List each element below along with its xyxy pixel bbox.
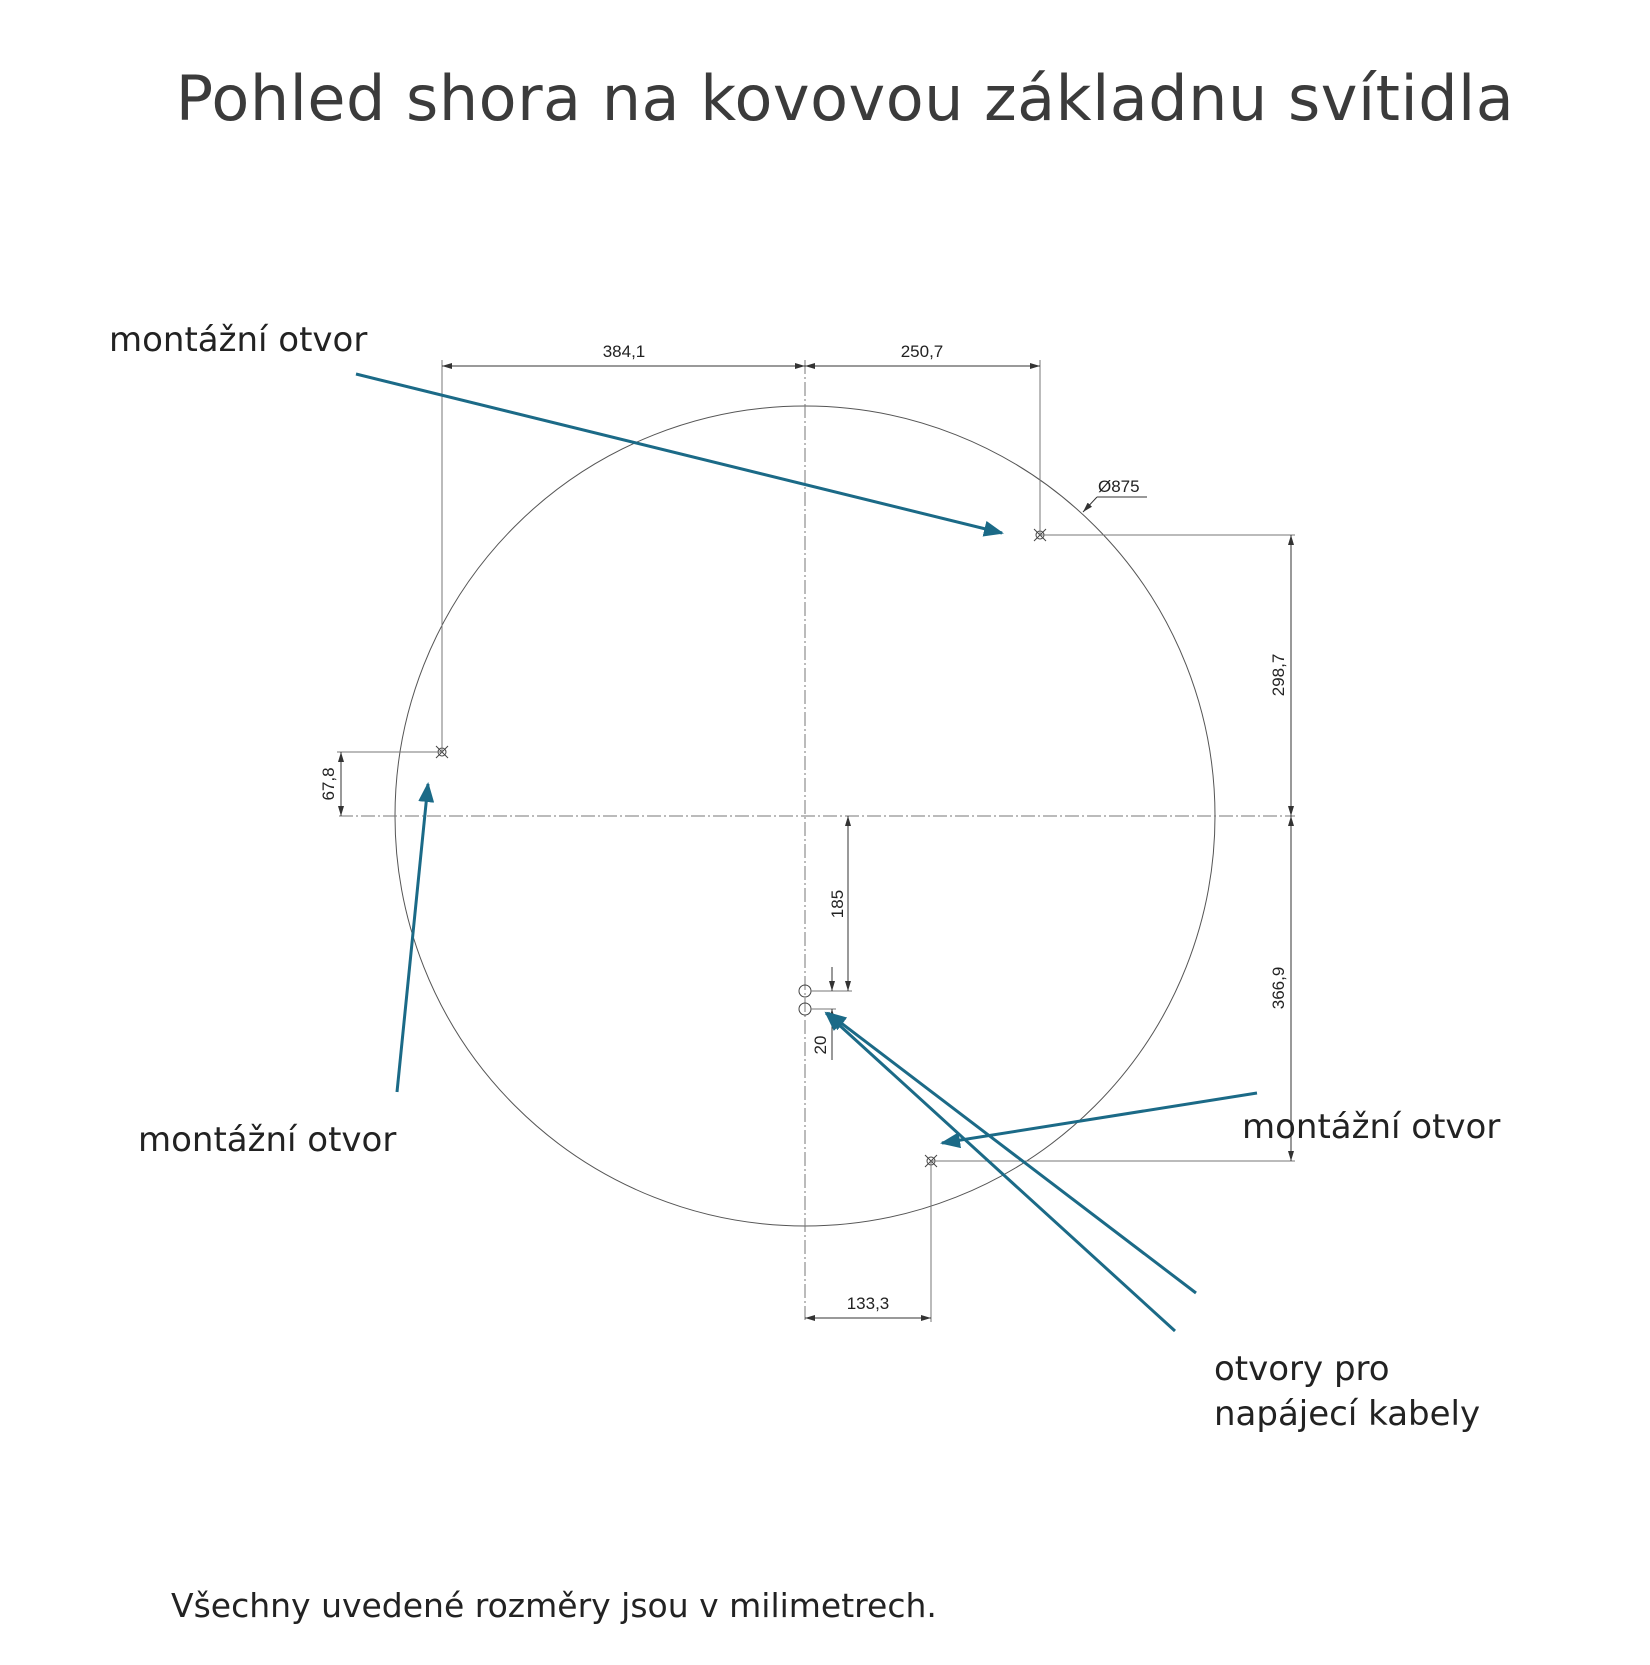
callout-label-left: montážní otvor <box>138 1120 397 1160</box>
dimension-left-height <box>319 752 442 816</box>
dimension-label: 185 <box>828 889 847 919</box>
callout-arrow-left <box>397 784 428 1092</box>
dimension-label: 384,1 <box>602 342 646 361</box>
dimension-center-height <box>811 816 852 991</box>
units-note: Všechny uvedené rozměry jsou v milimetrech. <box>171 1586 937 1625</box>
dimension-right-lower-height <box>931 816 1295 1161</box>
dimension-top-right-width <box>805 342 1040 535</box>
callout-label-cable-line2: napájecí kabely <box>1214 1394 1481 1434</box>
callout-arrow-top-left <box>356 374 1002 533</box>
dimension-label: 298,7 <box>1269 653 1288 697</box>
dimension-label: 20 <box>811 1035 830 1055</box>
dimension-bottom-width <box>805 1161 931 1322</box>
dimension-label: 67,8 <box>319 767 338 801</box>
dimension-label: Ø875 <box>1098 477 1140 496</box>
dimension-right-upper-height <box>1040 535 1295 816</box>
callout-label-right: montážní otvor <box>1242 1107 1501 1147</box>
dimension-label: 366,9 <box>1269 966 1288 1010</box>
callout-label-cable-line1: otvory pro <box>1214 1349 1390 1389</box>
dimension-label: 133,3 <box>846 1294 890 1313</box>
page-title: Pohled shora na kovovou základnu svítidla <box>175 62 1515 135</box>
dimension-diameter <box>1083 477 1147 512</box>
callout-arrow-cable-1 <box>828 1013 1196 1293</box>
dimension-cable-spacing <box>811 967 836 1060</box>
callout-arrow-cable-2 <box>826 1013 1175 1331</box>
dimension-label: 250,7 <box>900 342 944 361</box>
dimension-top-left-width <box>442 342 805 752</box>
callout-label-top-left: montážní otvor <box>109 320 368 360</box>
